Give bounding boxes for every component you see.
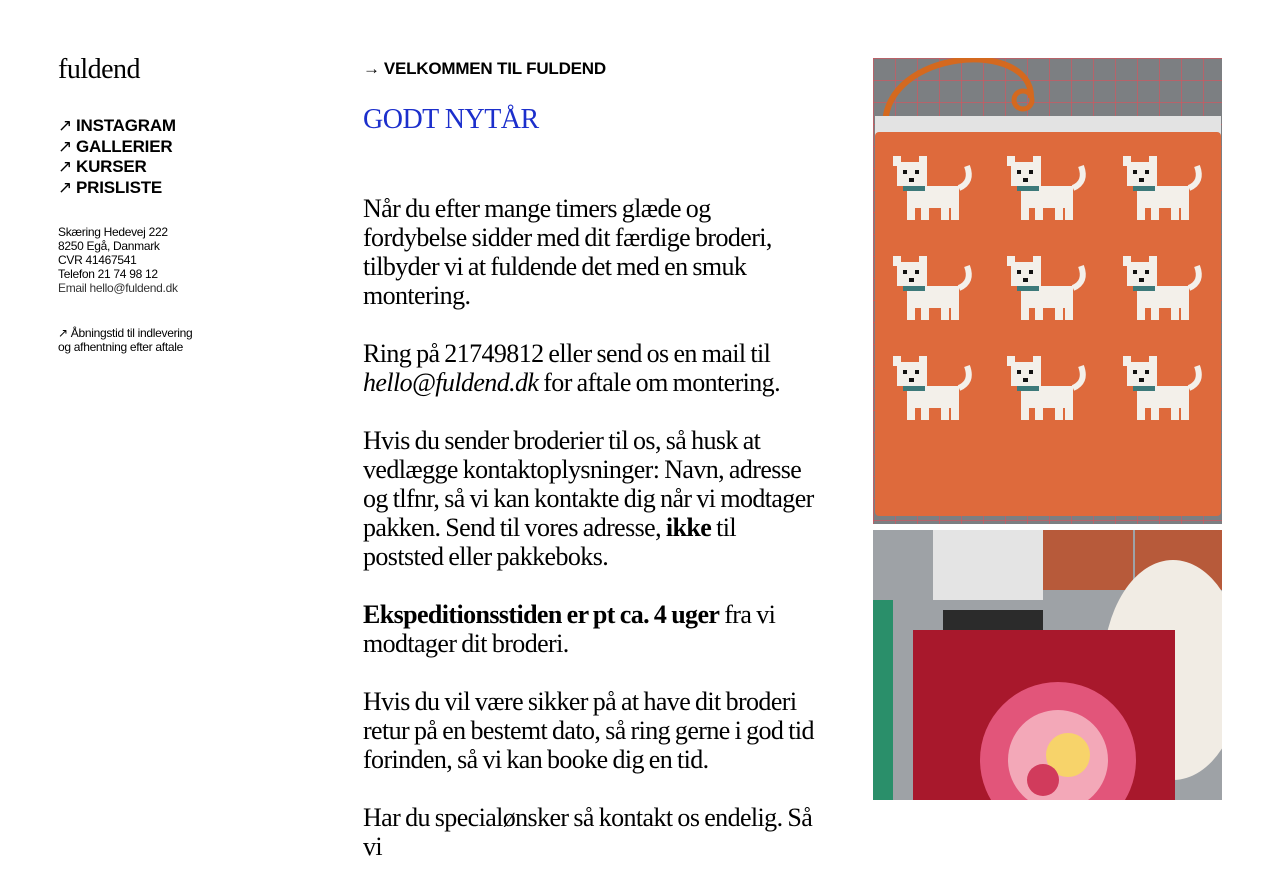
nav-item-kurser[interactable] (58, 157, 176, 178)
embroidered-pouch-photo (873, 58, 1222, 524)
paragraph-3-start: Hvis du sender broderier til os, så husk at vedlægge kontaktoplysninger: Navn, adresse og tlfnr, så vi kan kontakte dig når vi modtager pakken. Send til vores adresse, (363, 426, 814, 542)
nav-item-gallerier[interactable] (58, 137, 176, 158)
arrow-up-right-icon: ↗ (58, 136, 73, 156)
intro-text (363, 194, 818, 890)
welcome-heading (363, 59, 606, 79)
arrow-up-right-icon: ↗ (58, 157, 73, 176)
nav-item-label: GALLERIER (76, 136, 173, 156)
nav-item-instagram[interactable] (58, 116, 176, 137)
paragraph-3-end: til poststed eller pakkeboks. (363, 513, 736, 571)
email-link-inline[interactable]: hello@fuldend.dk (363, 368, 539, 397)
paragraph-1: Når du efter mange timers glæde og fordybelse sidder med dit færdige broderi, tilbyder vi at fuldende det med en smuk montering. (363, 194, 772, 310)
embroidered-pillow-photo (873, 530, 1222, 800)
site-logo[interactable]: fuldend (58, 54, 141, 85)
paragraph-5: Hvis du vil være sikker på at have dit broderi retur på en bestemt dato, så ring gerne i god tid forinden, så vi kan booke dig en tid. (363, 687, 814, 774)
pillow-illustration (873, 530, 1222, 800)
cvr-number: CVR 41467541 (58, 253, 137, 267)
page-headline: GODT NYTÅR (363, 104, 539, 135)
opening-hours-line2: og afhentning efter aftale (58, 340, 183, 354)
contact-info (58, 225, 178, 295)
main-nav (58, 116, 176, 198)
nav-item-label: KURSER (76, 157, 147, 176)
paragraph-3 (363, 426, 818, 571)
paragraph-4 (363, 600, 818, 658)
paragraph-2 (363, 339, 818, 397)
pouch-illustration (873, 58, 1222, 524)
paragraph-4-bold: Ekspeditionsstiden er pt ca. 4 uger (363, 600, 720, 629)
paragraph-4-end: fra vi modtager dit broderi. (363, 600, 776, 658)
paragraph-3-bold: ikke (665, 513, 712, 542)
paragraph-2-start: Ring på 21749812 eller send os en mail til (363, 339, 771, 368)
paragraph-6: Har du specialønsker så kontakt os endelig. Så vi (363, 803, 813, 861)
nav-item-label: INSTAGRAM (76, 116, 176, 135)
phone-number: Telefon 21 74 98 12 (58, 267, 158, 281)
email-link[interactable]: Email hello@fuldend.dk (58, 281, 178, 295)
opening-hours (58, 326, 192, 354)
nav-item-prisliste[interactable] (58, 178, 176, 199)
address-city: 8250 Egå, Danmark (58, 239, 160, 253)
nav-item-label: PRISLISTE (76, 177, 163, 197)
paragraph-2-end: for aftale om montering. (538, 368, 780, 397)
arrow-up-right-icon: ↗ (58, 177, 73, 197)
opening-hours-line1: ↗ Åbningstid til indlevering (58, 326, 193, 340)
arrow-right-icon: → (363, 59, 380, 78)
arrow-up-right-icon: ↗ (58, 116, 73, 135)
welcome-text: VELKOMMEN TIL FULDEND (383, 59, 606, 78)
address-street: Skæring Hedevej 222 (58, 225, 168, 239)
